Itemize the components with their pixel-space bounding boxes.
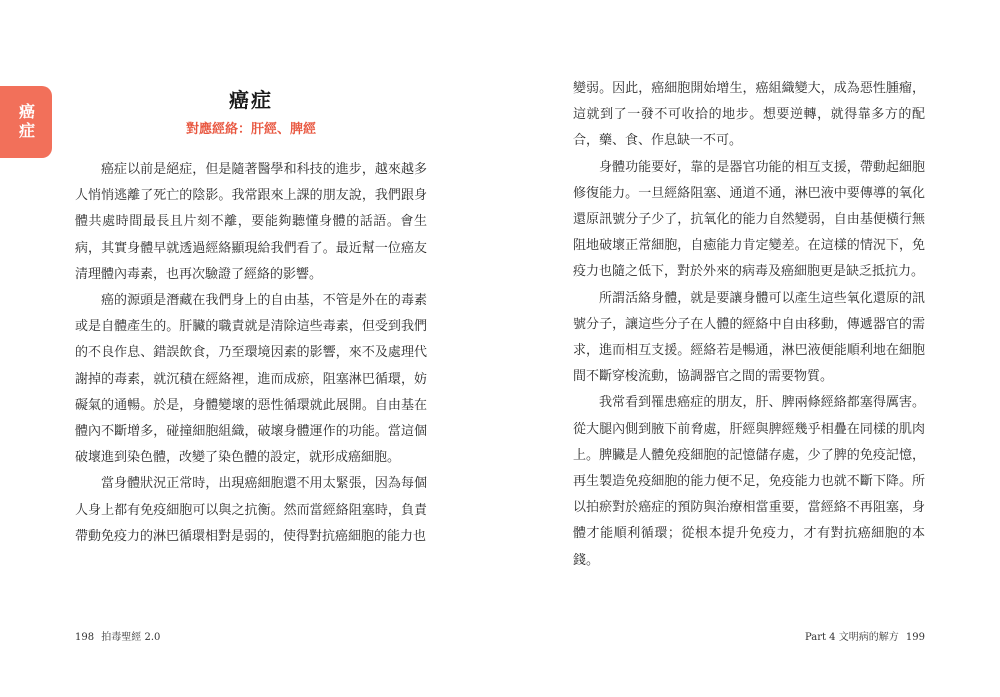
left-page-body [75,157,427,550]
left-paragraph-1: 癌症以前是絕症，但是隨著醫學和科技的進步，越來越多人悄悄逃離了死亡的陰影。我常跟來上課的朋友說，我們跟身體共處時間最長且片刻不離，要能夠聽懂身體的話語。會生病，其實身體早就透過經絡顯現給我們看了。最近幫一位癌友清理體內毒素，也再次驗證了經絡的影響。 [75,162,427,282]
chapter-side-tab-label: 癌症 [16,103,36,141]
right-paragraph-4: 我常看到罹患癌症的朋友，肝、脾兩條經絡都塞得厲害。從大腿內側到腋下前脅處，肝經與脾經幾乎相疊在同樣的肌肉上。脾臟是人體免疫細胞的記憶儲存處，少了脾的免疫記憶，再生製造免疫細胞的能力便不足，免疫能力也就不斷下降。所以拍瘀對於癌症的預防與治療相當重要，當經絡不再阻塞，身體才能順利循環；從根本提升免疫力，才有對抗癌細胞的本錢。 [573,395,925,568]
left-paragraph-3: 當身體狀況正常時，出現癌細胞還不用太緊張，因為每個人身上都有免疫細胞可以與之抗衡。然而當經絡阻塞時，負責帶動免疫力的淋巴循環相對是弱的，使得對抗癌細胞的能力也 [75,476,427,544]
right-page-number: 199 [905,632,925,643]
chapter-side-tab [0,86,52,158]
chapter-subtitle: 對應經絡：肝經、脾經 [185,122,316,137]
left-paragraph-2: 癌的源頭是潛藏在我們身上的自由基，不管是外在的毒素或是自體產生的。肝臟的職責就是清除這些毒素，但受到我們的不良作息、錯誤飲食，乃至環境因素的影響，來不及處理代謝掉的毒素，就沉積在經絡裡，進而成瘀，阻塞淋巴循環，妨礙氣的通暢。於是，身體變壞的惡性循環就此展開。自由基在體內不斷增多，碰撞細胞組織，破壞身體運作的功能。當這個破壞進到染色體，改變了染色體的設定，就形成癌細胞。 [75,293,427,466]
section-running-footer: Part 4 文明病的解方 [804,632,899,643]
right-paragraph-1: 變弱。因此，癌細胞開始增生，癌組織變大，成為惡性腫瘤，這就到了一發不可收拾的地步。想要逆轉，就得靠多方的配合，藥、食、作息缺一不可。 [573,81,925,149]
right-paragraph-2: 身體功能要好，靠的是器官功能的相互支援，帶動起細胞修復能力。一旦經絡阻塞、通道不通，淋巴液中要傳導的氧化還原訊號分子少了，抗氧化的能力自然變弱，自由基便橫行無阻地破壞正常細胞，自癒能力肯定變差。在這樣的情況下，免疫力也隨之低下，對於外來的病毒及癌細胞更是缺乏抵抗力。 [573,159,925,280]
left-page-footer [75,628,160,643]
right-paragraph-3: 所謂活絡身體，就是要讓身體可以產生這些氧化還原的訊號分子，讓這些分子在人體的經絡中自由移動，傳遞器官的需求，進而相互支援。經絡若是暢通，淋巴液便能順利地在細胞間不斷穿梭流動，協調器官之間的需要物質。 [573,290,925,385]
book-title-running-footer: 拍毒聖經 2.0 [101,632,161,643]
right-page-body [573,76,925,574]
right-page-footer [805,628,925,643]
left-page-number: 198 [75,632,95,643]
chapter-title: 癌症 [229,88,273,112]
